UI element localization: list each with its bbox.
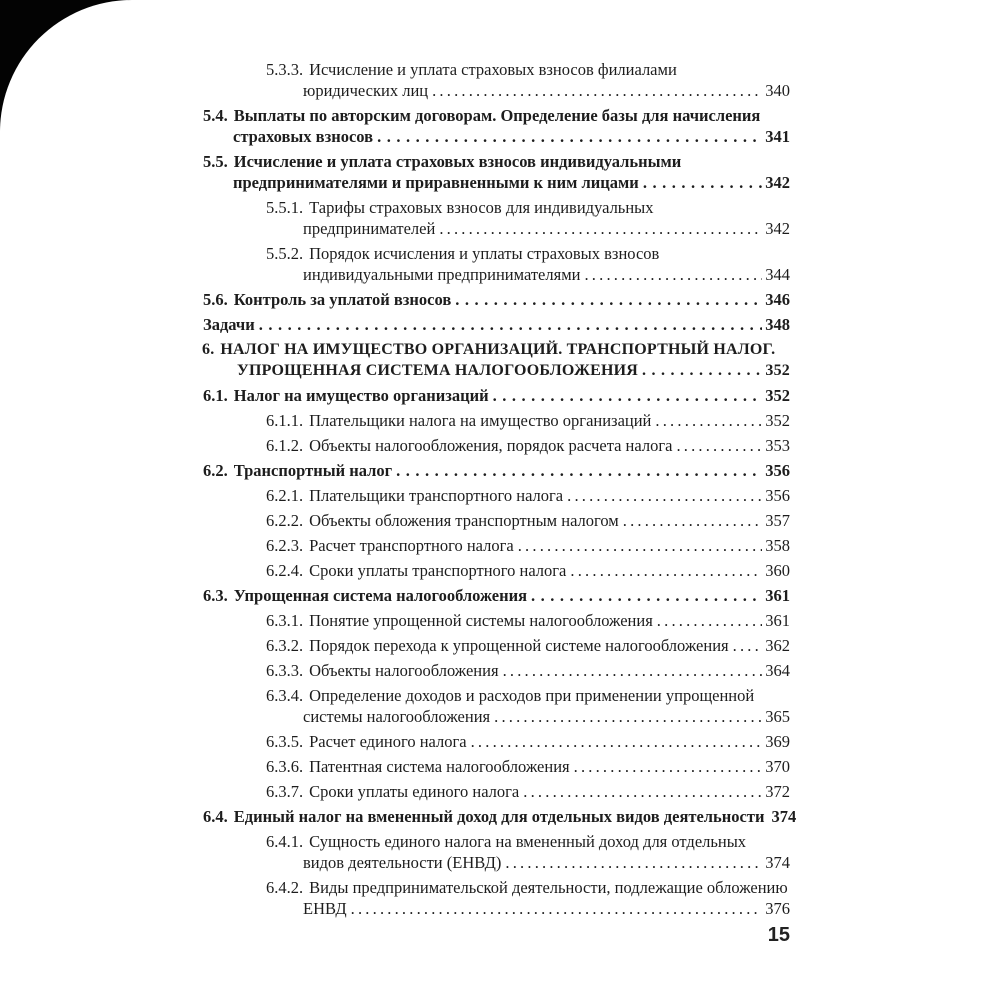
toc-entry-line xyxy=(0,806,797,827)
toc-entry-page-number: 372 xyxy=(765,782,790,801)
toc-entry-number: 6.1.2. xyxy=(266,436,304,455)
toc-entry-line xyxy=(0,314,790,335)
toc-entry xyxy=(0,535,790,556)
toc-entry xyxy=(0,485,790,506)
dot-leader xyxy=(259,314,763,335)
toc-entry-page-number: 358 xyxy=(765,536,790,555)
dot-leader xyxy=(455,289,762,310)
toc-entry-number: 6.1.1. xyxy=(266,411,304,430)
toc-entry-title: юридических лиц xyxy=(303,81,429,100)
toc-entry-line xyxy=(0,731,790,752)
toc-entry-number: 6.3.1. xyxy=(266,611,304,630)
toc-entry-line xyxy=(0,410,790,431)
toc-entry-page-number: 374 xyxy=(765,853,790,872)
dot-leader xyxy=(505,852,762,873)
toc-entry xyxy=(0,831,790,873)
toc-entry-title: Исчисление и уплата страховых взносов индивидуальными xyxy=(233,152,682,171)
toc-entry-title: УПРОЩЕННАЯ СИСТЕМА НАЛОГООБЛОЖЕНИЯ xyxy=(237,362,639,379)
dot-leader xyxy=(518,535,763,556)
toc-entry-page-number: 352 xyxy=(765,411,790,430)
toc-entry-page-number: 342 xyxy=(765,219,790,238)
toc-entry-page-number: 348 xyxy=(765,315,790,334)
dot-leader xyxy=(439,218,762,239)
toc-entry-title: системы налогообложения xyxy=(303,707,491,726)
toc-entry-title: Виды предпринимательской деятельности, подлежащие обложению xyxy=(309,878,788,897)
toc xyxy=(0,59,1000,923)
toc-entry-page-number: 356 xyxy=(765,486,790,505)
toc-entry xyxy=(0,660,790,681)
toc-entry-number: 6.4. xyxy=(203,807,228,826)
toc-entry xyxy=(0,806,797,827)
toc-entry-title: Порядок исчисления и уплаты страховых взносов xyxy=(309,244,660,263)
toc-entry-title: Объекты налогообложения, порядок расчета налога xyxy=(309,436,673,455)
toc-entry-line xyxy=(0,172,790,193)
toc-entry-title: Плательщики налога на имущество организаций xyxy=(309,411,652,430)
toc-entry-page-number: 361 xyxy=(765,586,790,605)
toc-entry-number: 5.5.1. xyxy=(266,198,304,217)
toc-entry-number: 5.4. xyxy=(203,106,228,125)
toc-entry-line xyxy=(0,852,790,873)
toc-entry-line xyxy=(0,685,790,706)
toc-entry-title: Сущность единого налога на вмененный доход для отдельных xyxy=(309,832,747,851)
toc-entry-line xyxy=(0,151,790,172)
toc-entry-line xyxy=(0,535,790,556)
toc-entry-page-number: 369 xyxy=(765,732,790,751)
dot-leader xyxy=(351,898,763,919)
toc-entry xyxy=(0,460,790,481)
toc-entry-number: 6.4.2. xyxy=(266,878,304,897)
toc-entry-line xyxy=(0,831,790,852)
toc-entry xyxy=(0,731,790,752)
toc-entry-line xyxy=(0,126,790,147)
toc-entry-title: видов деятельности (ЕНВД) xyxy=(303,853,502,872)
toc-entry xyxy=(0,314,790,335)
dot-leader xyxy=(733,635,763,656)
toc-entry-title: Плательщики транспортного налога xyxy=(309,486,564,505)
toc-entry-title: Сроки уплаты транспортного налога xyxy=(309,561,567,580)
toc-entry-number: 6.3. xyxy=(203,586,228,605)
toc-entry-title: Расчет единого налога xyxy=(309,732,467,751)
toc-entry xyxy=(0,756,790,777)
toc-entry-title: предпринимателями и приравненными к ним лицами xyxy=(233,173,639,192)
toc-entry-line xyxy=(0,585,790,606)
toc-entry-line xyxy=(0,560,790,581)
toc-entry xyxy=(0,289,790,310)
toc-entry-line xyxy=(0,264,790,285)
dot-leader xyxy=(570,560,762,581)
toc-entry-line xyxy=(0,360,790,381)
toc-entry-number: 6.3.3. xyxy=(266,661,304,680)
toc-entry-line xyxy=(0,660,790,681)
toc-entry-line xyxy=(0,385,790,406)
toc-entry xyxy=(0,635,790,656)
toc-entry-number: 6.2.2. xyxy=(266,511,304,530)
dot-leader xyxy=(623,510,763,531)
dot-leader xyxy=(642,360,762,381)
toc-entry-title: Расчет транспортного налога xyxy=(309,536,514,555)
dot-leader xyxy=(655,410,762,431)
toc-entry-line xyxy=(0,105,790,126)
toc-entry-page-number: 376 xyxy=(765,899,790,918)
dot-leader xyxy=(503,660,763,681)
toc-entry-title: Сроки уплаты единого налога xyxy=(309,782,520,801)
toc-entry-number: 5.3.3. xyxy=(266,60,304,79)
folio-page-number: 15 xyxy=(767,924,790,946)
toc-entry-page-number: 352 xyxy=(765,386,790,405)
toc-entry xyxy=(0,877,790,919)
toc-entry-title: Объекты налогообложения xyxy=(309,661,499,680)
dot-leader xyxy=(643,172,762,193)
toc-entry-line xyxy=(0,706,790,727)
toc-entry-number: 6.2. xyxy=(203,461,228,480)
toc-entry-line xyxy=(0,59,790,80)
dot-leader xyxy=(471,731,763,752)
dot-leader xyxy=(396,460,762,481)
toc-entry-number: 6.3.4. xyxy=(266,686,304,705)
toc-entry-line xyxy=(0,610,790,631)
dot-leader xyxy=(523,781,762,802)
toc-entry-line xyxy=(0,510,790,531)
toc-entry-number: 6.2.4. xyxy=(266,561,304,580)
toc-entry-line xyxy=(0,435,790,456)
dot-leader xyxy=(657,610,762,631)
toc-entry-page-number: 365 xyxy=(765,707,790,726)
toc-entry-number: 5.6. xyxy=(203,290,228,309)
toc-entry xyxy=(0,197,790,239)
toc-entry-title: Понятие упрощенной системы налогообложения xyxy=(309,611,653,630)
toc-entry-number: 6.3.5. xyxy=(266,732,304,751)
dot-leader xyxy=(574,756,763,777)
toc-entry-number: 6. xyxy=(202,341,215,358)
dot-leader xyxy=(676,435,762,456)
toc-entry xyxy=(0,560,790,581)
toc-entry-number: 6.3.6. xyxy=(266,757,304,776)
toc-entry-number: 6.3.7. xyxy=(266,782,304,801)
toc-entry-line xyxy=(0,197,790,218)
toc-entry-title: Контроль за уплатой взносов xyxy=(233,290,452,309)
toc-entry-page-number: 357 xyxy=(765,511,790,530)
toc-entry-number: 6.4.1. xyxy=(266,832,304,851)
dot-leader xyxy=(531,585,762,606)
toc-entry-title: Исчисление и уплата страховых взносов филиалами xyxy=(309,60,677,79)
toc-entry-title: Налог на имущество организаций xyxy=(233,386,489,405)
toc-entry-title: страховых взносов xyxy=(233,127,374,146)
dot-leader xyxy=(432,80,762,101)
toc-entry-title: индивидуальными предпринимателями xyxy=(303,265,581,284)
toc-entry-line xyxy=(0,756,790,777)
toc-entry-line xyxy=(0,243,790,264)
toc-entry-line xyxy=(0,485,790,506)
toc-entry-page-number: 360 xyxy=(765,561,790,580)
toc-entry-title: ЕНВД xyxy=(303,899,347,918)
toc-entry-title: Тарифы страховых взносов для индивидуальных xyxy=(309,198,654,217)
toc-entry-title: предпринимателей xyxy=(303,219,436,238)
toc-entry-number: 6.2.3. xyxy=(266,536,304,555)
toc-entry xyxy=(0,105,790,147)
toc-entry xyxy=(0,685,790,727)
toc-entry-title: Определение доходов и расходов при применении упрощенной xyxy=(309,686,755,705)
dot-leader xyxy=(584,264,762,285)
toc-entry-number: 6.1. xyxy=(203,386,228,405)
toc-entry-page-number: 362 xyxy=(765,636,790,655)
toc-entry-page-number: 370 xyxy=(765,757,790,776)
dot-leader xyxy=(377,126,762,147)
dot-leader xyxy=(494,706,762,727)
toc-entry-number: 6.2.1. xyxy=(266,486,304,505)
toc-entry-title: Упрощенная система налогообложения xyxy=(233,586,528,605)
toc-entry-page-number: 341 xyxy=(765,127,790,146)
toc-entry-number: 5.5. xyxy=(203,152,228,171)
toc-entry-number: 5.5.2. xyxy=(266,244,304,263)
toc-entry xyxy=(0,781,790,802)
toc-entry xyxy=(0,510,790,531)
toc-entry xyxy=(0,435,790,456)
toc-entry-line xyxy=(0,781,790,802)
toc-entry-title: Порядок перехода к упрощенной системе налогообложения xyxy=(309,636,729,655)
toc-entry-line xyxy=(0,460,790,481)
toc-entry-title: Патентная система налогообложения xyxy=(309,757,570,776)
toc-entry-number: 6.3.2. xyxy=(266,636,304,655)
toc-entry xyxy=(0,151,790,193)
toc-entry-page-number: 356 xyxy=(765,461,790,480)
dot-leader xyxy=(493,385,763,406)
toc-entry xyxy=(0,59,790,101)
toc-entry-page-number: 353 xyxy=(765,436,790,455)
toc-entry-page-number: 342 xyxy=(765,173,790,192)
toc-entry-title: Задачи xyxy=(203,315,255,334)
toc-entry-page-number: 361 xyxy=(765,611,790,630)
toc-entry-line xyxy=(0,898,790,919)
toc-entry-title: Единый налог на вмененный доход для отдельных видов деятельности xyxy=(233,807,765,826)
toc-entry xyxy=(0,610,790,631)
toc-entry-line xyxy=(0,80,790,101)
toc-entry-line xyxy=(0,218,790,239)
toc-entry-page-number: 364 xyxy=(765,661,790,680)
toc-entry-title: Выплаты по авторским договорам. Определение базы для начисления xyxy=(233,106,761,125)
toc-entry-page-number: 374 xyxy=(771,807,797,826)
toc-entry-title: Объекты обложения транспортным налогом xyxy=(309,511,619,530)
toc-entry-line xyxy=(0,635,790,656)
toc-entry xyxy=(0,243,790,285)
toc-entry-title: НАЛОГ НА ИМУЩЕСТВО ОРГАНИЗАЦИЙ. ТРАНСПОРТНЫЙ НАЛОГ. xyxy=(220,341,776,358)
toc-entry-page-number: 340 xyxy=(765,81,790,100)
toc-entry-title: Транспортный налог xyxy=(233,461,393,480)
dot-leader xyxy=(567,485,762,506)
toc-entry-page-number: 344 xyxy=(765,265,790,284)
toc-entry xyxy=(0,339,790,381)
toc-entry-page-number: 352 xyxy=(765,362,790,379)
toc-entry-line xyxy=(0,877,790,898)
toc-entry-line xyxy=(0,289,790,310)
toc-entry xyxy=(0,385,790,406)
toc-entry xyxy=(0,585,790,606)
toc-entry-page-number: 346 xyxy=(765,290,790,309)
toc-entry-line xyxy=(0,339,790,360)
toc-entry xyxy=(0,410,790,431)
